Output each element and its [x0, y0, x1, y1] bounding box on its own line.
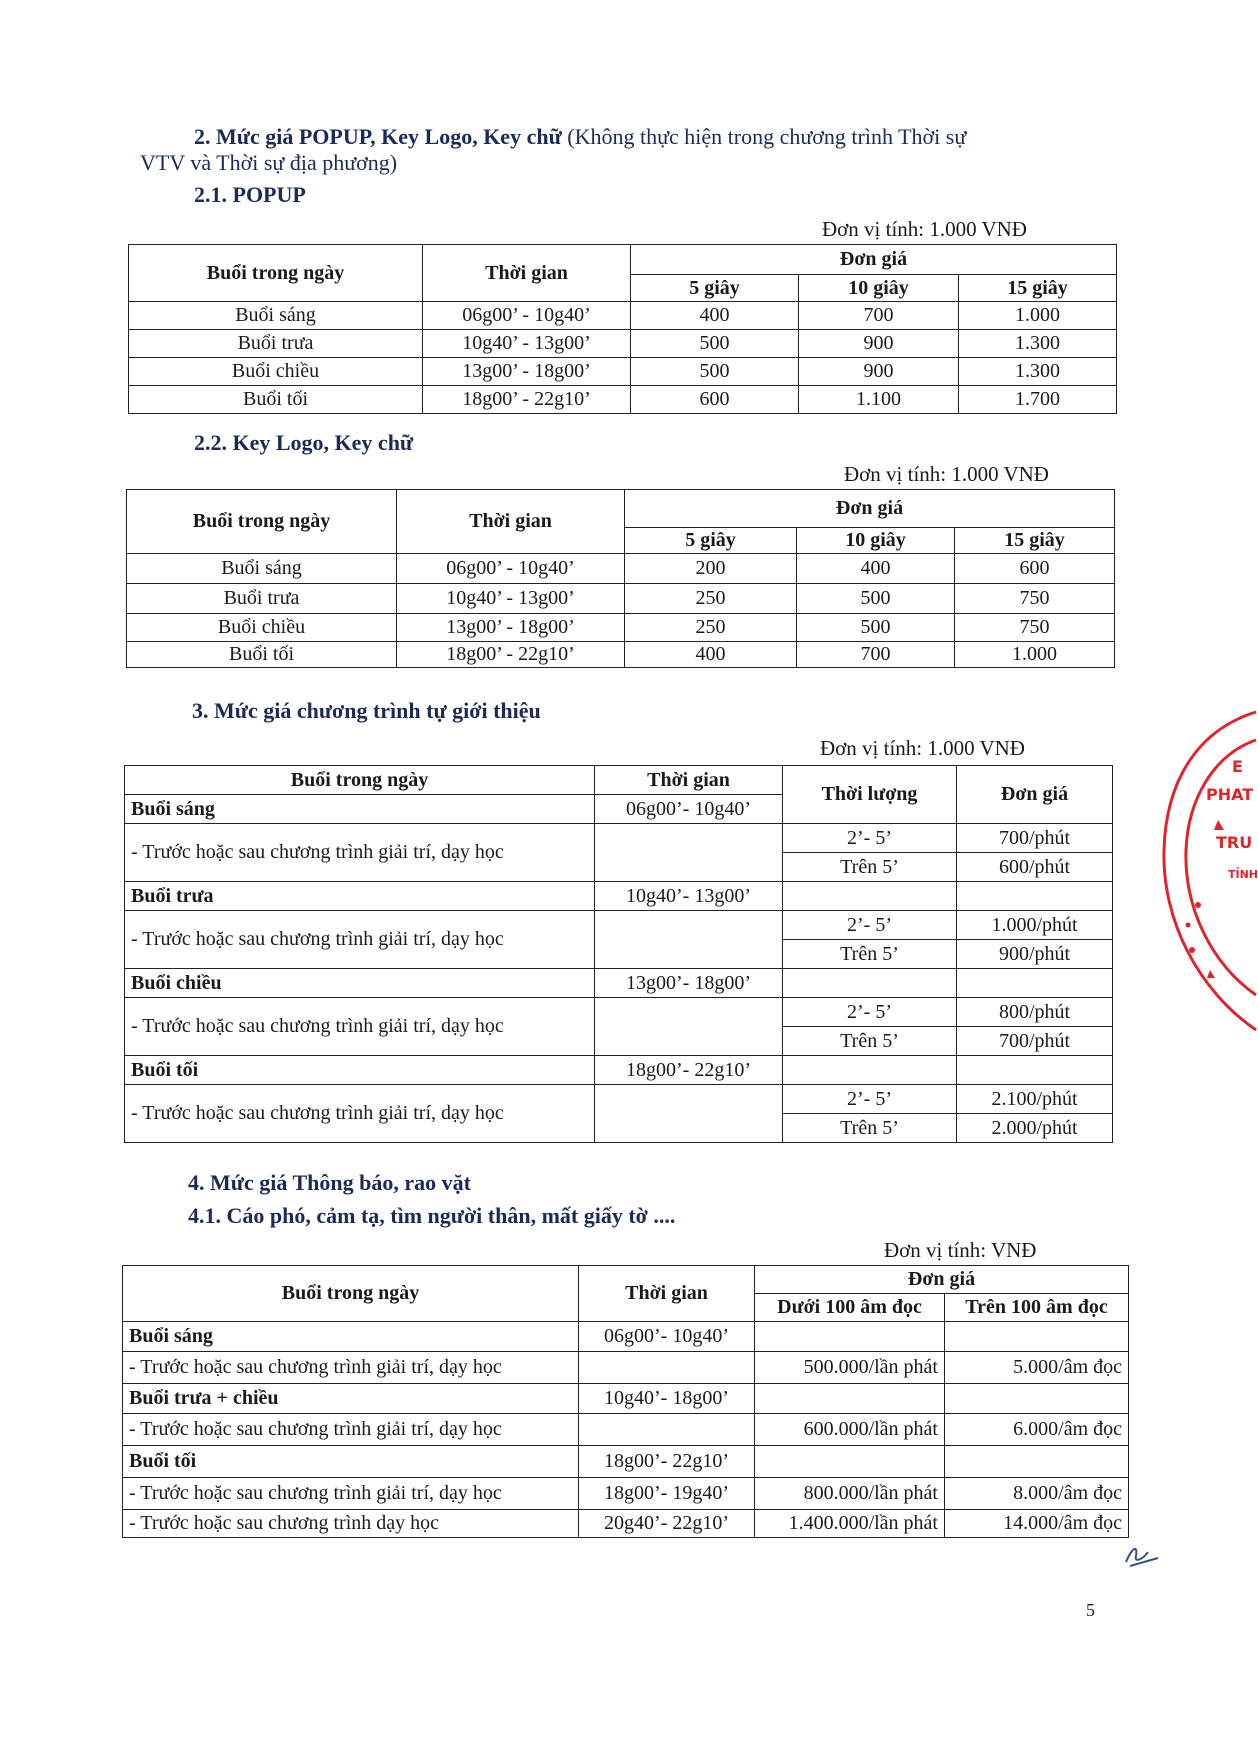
- unit-label-4: Đơn vị tính: VNĐ: [884, 1238, 1037, 1262]
- table-row: Trên 5’ 2.000/phút: [125, 1114, 1113, 1143]
- table-row: Buổi sáng 06g00’ - 10g40’ 200 400 600: [127, 554, 1115, 584]
- table-row: - Trước hoặc sau chương trình giải trí, dạy học 500.000/lần phát 5.000/âm đọc: [123, 1352, 1129, 1384]
- table-row: Buổi trưa 10g40’ - 13g00’ 250 500 750: [127, 584, 1115, 614]
- table-row: Buổi trưa + chiều 10g40’- 18g00’: [123, 1384, 1129, 1414]
- header-time: Thời gian: [397, 490, 625, 554]
- section-2-heading-line2: VTV và Thời sự địa phương): [140, 150, 398, 175]
- section-3-title: 3. Mức giá chương trình tự giới thiệu: [192, 698, 541, 723]
- table-row: - Trước hoặc sau chương trình dạy học 20g40’- 22g10’ 1.400.000/lần phát 14.000/âm đọc: [123, 1510, 1129, 1538]
- svg-text:TỈNH: TỈNH: [1228, 868, 1258, 881]
- table-row: - Trước hoặc sau chương trình giải trí, dạy học 600.000/lần phát 6.000/âm đọc: [123, 1414, 1129, 1446]
- table-row: Buổi chiều 13g00’- 18g00’: [125, 969, 1113, 998]
- official-stamp: [1158, 700, 1258, 1040]
- svg-text:E: E: [1232, 757, 1243, 776]
- table-row: Buổi tối 18g00’- 22g10’: [125, 1056, 1113, 1085]
- header-5s: 5 giây: [631, 275, 799, 302]
- unit-label-3: Đơn vị tính: 1.000 VNĐ: [820, 736, 1025, 760]
- header-session: Buổi trong ngày: [125, 766, 595, 795]
- self-intro-price-table: [124, 765, 1113, 1143]
- header-price: Đơn giá: [755, 1266, 1129, 1294]
- table-row: Buổi sáng 06g00’- 10g40’: [125, 795, 1113, 824]
- signature-initial: [1122, 1540, 1162, 1570]
- table-row: - Trước hoặc sau chương trình giải trí, dạy học 2’- 5’ 800/phút: [125, 998, 1113, 1027]
- header-duration: Thời lượng: [783, 766, 957, 824]
- section-2-heading: [194, 124, 1114, 150]
- page-number: 5: [1086, 1600, 1095, 1620]
- popup-price-table: [128, 244, 1117, 414]
- table-row: Buổi trưa 10g40’- 13g00’: [125, 882, 1113, 911]
- table-row: Buổi tối 18g00’- 22g10’: [123, 1446, 1129, 1478]
- table-row: Trên 5’ 600/phút: [125, 853, 1113, 882]
- section-4-title: 4. Mức giá Thông báo, rao vặt: [188, 1170, 471, 1195]
- key-logo-price-table: [126, 489, 1115, 668]
- svg-text:PHAT: PHAT: [1206, 785, 1254, 804]
- header-session: Buổi trong ngày: [129, 245, 423, 302]
- section-2-heading-note: (Không thực hiện trong chương trình Thời sự: [567, 124, 967, 149]
- notice-price-table: [122, 1265, 1129, 1538]
- table-row: - Trước hoặc sau chương trình giải trí, dạy học 18g00’- 19g40’ 800.000/lần phát 8.000/âm đọc: [123, 1478, 1129, 1510]
- header-under-100: Dưới 100 âm đọc: [755, 1294, 945, 1322]
- table-row: - Trước hoặc sau chương trình giải trí, dạy học 2’- 5’ 700/phút: [125, 824, 1113, 853]
- unit-label-2-1: Đơn vị tính: 1.000 VNĐ: [822, 217, 1027, 241]
- header-over-100: Trên 100 âm đọc: [945, 1294, 1129, 1322]
- header-session: Buổi trong ngày: [123, 1266, 579, 1322]
- table-row: Buổi tối 18g00’ - 22g10’ 400 700 1.000: [127, 642, 1115, 668]
- table-row: Buổi trưa 10g40’ - 13g00’ 500 900 1.300: [129, 330, 1117, 358]
- table-row: Trên 5’ 700/phút: [125, 1027, 1113, 1056]
- table-row: - Trước hoặc sau chương trình giải trí, dạy học 2’- 5’ 1.000/phút: [125, 911, 1113, 940]
- section-2-2-title: 2.2. Key Logo, Key chữ: [194, 430, 414, 455]
- table-row: Buổi sáng 06g00’- 10g40’: [123, 1322, 1129, 1352]
- section-2-heading-bold: 2. Mức giá POPUP, Key Logo, Key chữ: [194, 124, 562, 149]
- header-session: Buổi trong ngày: [127, 490, 397, 554]
- svg-text:TRU: TRU: [1216, 833, 1253, 852]
- section-4-1-title: 4.1. Cáo phó, cảm tạ, tìm người thân, mất giấy tờ ....: [188, 1203, 676, 1228]
- header-time: Thời gian: [579, 1266, 755, 1322]
- header-time: Thời gian: [423, 245, 631, 302]
- table-row: Buổi sáng 06g00’ - 10g40’ 400 700 1.000: [129, 302, 1117, 330]
- table-row: Buổi chiều 13g00’ - 18g00’ 250 500 750: [127, 614, 1115, 642]
- header-5s: 5 giây: [625, 528, 797, 554]
- header-15s: 15 giây: [955, 528, 1115, 554]
- table-row: - Trước hoặc sau chương trình giải trí, dạy học 2’- 5’ 2.100/phút: [125, 1085, 1113, 1114]
- table-row: Trên 5’ 900/phút: [125, 940, 1113, 969]
- header-price: Đơn giá: [957, 766, 1113, 824]
- table-row: Buổi tối 18g00’ - 22g10’ 600 1.100 1.700: [129, 386, 1117, 414]
- section-2-1-title: 2.1. POPUP: [194, 182, 306, 207]
- header-time: Thời gian: [595, 766, 783, 795]
- header-10s: 10 giây: [799, 275, 959, 302]
- table-row: Buổi chiều 13g00’ - 18g00’ 500 900 1.300: [129, 358, 1117, 386]
- unit-label-2-2: Đơn vị tính: 1.000 VNĐ: [844, 462, 1049, 486]
- header-price: Đơn giá: [625, 490, 1115, 528]
- header-15s: 15 giây: [959, 275, 1117, 302]
- header-price: Đơn giá: [631, 245, 1117, 275]
- header-10s: 10 giây: [797, 528, 955, 554]
